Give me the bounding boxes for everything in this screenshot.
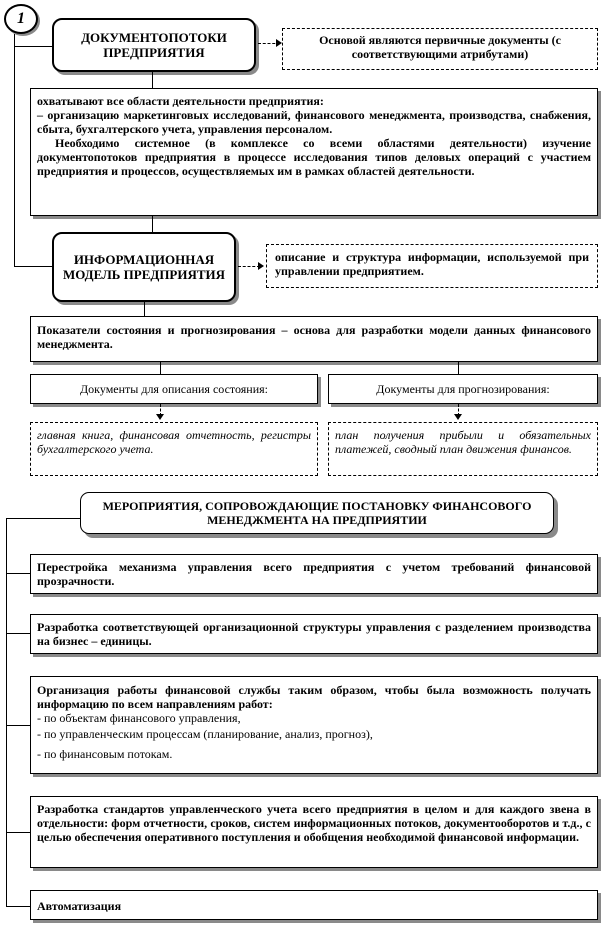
arrow-forecast-list-head: [454, 414, 462, 420]
connector-indicators-forecast: [458, 362, 459, 374]
step-number-badge: [4, 4, 38, 34]
connector-model-indicators: [144, 302, 145, 316]
forecast-docs-box: [328, 374, 598, 404]
measure-subitem-3: - по финансовым потокам.: [37, 747, 173, 761]
connector-scope-model: [152, 216, 153, 232]
measure-item-2-text: Разработка соответствующей организационной структуры управления с разделением производства на бизнес – единицы.: [37, 620, 591, 648]
measures-spine-h3: [6, 725, 30, 726]
info-model-desc-box: [266, 244, 598, 288]
arrow-state-list-head: [156, 414, 164, 420]
measure-item-4: [30, 796, 598, 868]
state-docs-box: [30, 374, 318, 404]
step-number: 1: [17, 10, 25, 27]
measure-item-3-text: Организация работы финансовой службы таким образом, чтобы была возможность получать информацию по всем направлениям работ:: [37, 683, 591, 711]
measure-item-1-text: Перестройка механизма управления всего предприятия с учетом требований финансовой прозрачности.: [37, 560, 591, 588]
state-docs-title: Документы для описания состояния:: [80, 382, 268, 396]
doc-flows-box: [52, 18, 256, 72]
state-docs-list-box: [30, 422, 318, 476]
measures-spine-h1: [6, 573, 30, 574]
connector-left-top: [14, 34, 15, 266]
measure-subitem-1: - по объектам финансового управления,: [37, 711, 241, 725]
scope-box: [30, 88, 598, 216]
measure-subitem-2: - по управленческим процессам (планирование, анализ, прогноз),: [37, 727, 373, 741]
arrow-info-desc-head: [258, 262, 264, 270]
scope-line-3: Необходимо системное (в комплексе со всеми областями деятельности) изучение документопотоков предприятия в процессе исследования типов деловых операций с участием предприятия и процессов, осуществляемых им в рамках областей деятельности.: [37, 136, 591, 178]
measure-item-5-text: Автоматизация: [37, 899, 122, 913]
connector-indicators-state: [160, 362, 161, 374]
measures-spine-h2: [6, 633, 30, 634]
connector-left-top-h2: [14, 266, 52, 267]
connector-left-top-h1: [14, 46, 52, 47]
doc-basis-box: [282, 28, 598, 70]
forecast-docs-list: план получения прибыли и обязательных платежей, сводный план движения финансов.: [335, 428, 591, 456]
indicators-text: Показатели состояния и прогнозирования – основа для разработки модели данных финансового менеджмента.: [37, 323, 591, 351]
info-model-title: ИНФОРМАЦИОННАЯ МОДЕЛЬ ПРЕДПРИЯТИЯ: [62, 252, 226, 282]
scope-line-2: – организацию маркетинговых исследований, финансового менеджмента, производства, снабжения, сбыта, бухгалтерского учета, управления персоналом.: [37, 108, 591, 136]
measures-spine-top: [6, 518, 80, 519]
state-docs-list: главная книга, финансовая отчетность, регистры бухгалтерского учета.: [37, 428, 311, 456]
indicators-box: [30, 316, 598, 362]
info-model-desc-text: описание и структура информации, используемой при управлении предприятием.: [275, 250, 589, 278]
measures-spine: [6, 518, 7, 906]
doc-flows-title: ДОКУМЕНТОПОТОКИ ПРЕДПРИЯТИЯ: [81, 30, 227, 60]
measures-spine-h5: [6, 906, 30, 907]
measure-item-4-text: Разработка стандартов управленческого учета всего предприятия в целом и для каждого звена в отдельности: форм отчетности, сроков, систем информационных потоков, документооборотов и т.д., с целью обеспечения оперативного поступления и обобщения необходимой финансовой информации.: [37, 802, 591, 844]
measures-title: МЕРОПРИЯТИЯ, СОПРОВОЖДАЮЩИЕ ПОСТАНОВКУ ФИНАНСОВОГО МЕНЕДЖМЕНТА НА ПРЕДПРИЯТИИ: [102, 499, 532, 527]
measure-item-2: [30, 614, 598, 654]
forecast-docs-list-box: [328, 422, 598, 476]
measure-item-1: [30, 554, 598, 594]
measures-title-box: [80, 492, 554, 534]
scope-line-1: охватывают все области деятельности предприятия:: [37, 94, 324, 108]
info-model-box: [52, 232, 236, 302]
measures-spine-h4: [6, 832, 30, 833]
measure-item-5: [30, 890, 598, 920]
connector-doc-scope: [152, 72, 153, 88]
doc-basis-text: Основой являются первичные документы (с соответствующими атрибутами): [319, 33, 561, 61]
forecast-docs-title: Документы для прогнозирования:: [376, 382, 550, 396]
measure-item-3: [30, 676, 598, 774]
arrow-info-desc: [238, 266, 260, 267]
